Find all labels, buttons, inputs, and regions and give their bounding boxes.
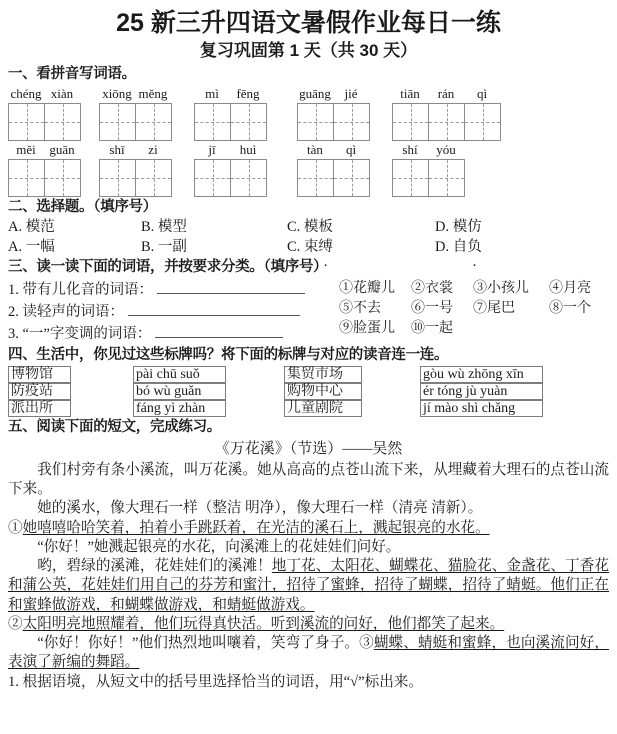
pinyin-syllable: fēng: [236, 85, 260, 101]
pinyin-label: [99, 143, 172, 158]
pinyin-label: [297, 143, 370, 158]
classify-prompt-label: 2. 读轻声的词语：: [8, 303, 124, 320]
classify-prompt-label: 1. 带有儿化音的词语：: [8, 281, 153, 298]
pinyin-word-group: [194, 87, 267, 141]
character-cell[interactable]: [298, 104, 334, 140]
answer-blank[interactable]: [128, 301, 300, 316]
match-cell[interactable]: 儿童剧院: [284, 400, 362, 417]
pinyin-word-group: [392, 143, 465, 197]
pinyin-syllable: tàn: [307, 141, 323, 157]
pinyin-label: [99, 87, 172, 102]
classify-prompts: [8, 279, 305, 345]
passage-paragraph: [8, 615, 609, 634]
character-cell[interactable]: [195, 160, 231, 196]
word-bank-item[interactable]: ②衣裳: [411, 280, 453, 296]
pinyin-syllable: mì: [205, 85, 219, 101]
option-C[interactable]: C. 模板: [287, 219, 333, 236]
character-cell[interactable]: [231, 104, 267, 140]
match-gap-3: [362, 366, 420, 417]
character-cell[interactable]: [9, 160, 45, 196]
pinyin-syllable: chéng: [10, 85, 42, 101]
character-cell[interactable]: [100, 104, 136, 140]
classify-exercise: [8, 279, 609, 345]
character-cell[interactable]: [334, 104, 370, 140]
option-row: [8, 238, 609, 257]
match-cell[interactable]: 博物馆: [8, 366, 71, 383]
word-bank-item[interactable]: ⑩一起: [411, 321, 453, 337]
passage-paragraph: [8, 519, 609, 538]
character-cell[interactable]: [136, 104, 172, 140]
pinyin-syllable: yóu: [436, 141, 456, 157]
pinyin-word-group: [194, 143, 267, 197]
page-subtitle: 复习巩固第 1 天（共 30 天）: [199, 41, 418, 61]
pinyin-syllable: jié: [344, 85, 358, 101]
character-write-box[interactable]: [194, 103, 267, 141]
match-column-signs-2: [284, 366, 362, 417]
page-title-red: 25 新: [116, 9, 176, 37]
character-cell[interactable]: [393, 160, 429, 196]
classify-prompt-row: [8, 301, 305, 323]
match-cell[interactable]: ér tóng jù yuàn: [420, 383, 543, 400]
character-cell[interactable]: [334, 160, 370, 196]
pinyin-syllable: rán: [437, 85, 455, 101]
option-D[interactable]: D. 模仿: [435, 219, 482, 236]
pinyin-syllable: guāng: [299, 85, 331, 101]
option-C[interactable]: C. 束缚: [287, 238, 435, 257]
character-cell[interactable]: [393, 104, 429, 140]
section3-heading: 三、读一读下面的词语，并按要求分类。（填序号）: [8, 259, 328, 276]
pinyin-label: [392, 143, 465, 158]
pinyin-word-group: [8, 87, 81, 141]
word-bank-item[interactable]: ⑦尾巴: [473, 301, 515, 317]
word-bank-item[interactable]: ⑨脸蛋儿: [339, 321, 395, 337]
match-cell[interactable]: 集贸市场: [284, 366, 362, 383]
dotted-character: 缚: [318, 238, 333, 255]
character-write-box[interactable]: [297, 159, 370, 197]
pinyin-label: [194, 87, 267, 102]
word-bank-item[interactable]: ⑧一个: [549, 301, 591, 317]
character-write-box[interactable]: [392, 103, 501, 141]
match-cell[interactable]: 防疫站: [8, 383, 71, 400]
pinyin-word-group: [8, 143, 81, 197]
page-title-black: 三升四语文暑假作业每日一练: [175, 9, 501, 37]
word-bank-row: [339, 299, 609, 319]
article-title: 《万花溪》（节选）——吴然: [214, 440, 403, 457]
character-cell[interactable]: [465, 104, 501, 140]
character-cell[interactable]: [298, 160, 334, 196]
pinyin-row: [8, 143, 609, 197]
pinyin-label: [297, 87, 370, 102]
classify-prompt-row: [8, 279, 305, 301]
page-title: [8, 8, 609, 39]
passage-paragraph: [8, 557, 609, 615]
pinyin-syllable: guān: [49, 141, 75, 157]
character-write-box[interactable]: [99, 159, 172, 197]
match-gap-1: [71, 366, 133, 417]
passage-paragraph: [8, 634, 609, 673]
character-write-box[interactable]: [194, 159, 267, 197]
character-cell[interactable]: [9, 104, 45, 140]
match-cell[interactable]: bó wù guǎn: [133, 383, 226, 400]
pinyin-label: [194, 143, 267, 158]
dotted-character: 负: [467, 238, 482, 255]
pinyin-syllable: xiàn: [50, 85, 74, 101]
pinyin-exercise: [8, 87, 609, 197]
character-write-box[interactable]: [99, 103, 172, 141]
option-row: [8, 218, 609, 237]
match-column-pinyin-1: [133, 366, 226, 417]
passage-paragraph: “你好！”她溅起银亮的水花，向溪滩上的花娃娃们问好。: [37, 538, 401, 555]
pinyin-word-group: [99, 143, 172, 197]
character-cell[interactable]: [45, 160, 81, 196]
character-cell[interactable]: [45, 104, 81, 140]
match-cell[interactable]: 派出所: [8, 400, 71, 417]
word-bank-item[interactable]: ④月亮: [549, 280, 591, 296]
classify-prompt-label: 3. “一”字变调的词语：: [8, 325, 152, 342]
pinyin-syllable: qì: [345, 141, 357, 157]
sentence-marker: ①: [8, 519, 23, 536]
matching-exercise: [8, 366, 609, 417]
match-column-pinyin-2: [420, 366, 543, 417]
passage-text: 哟，碧绿的溪滩，花娃娃们的溪滩！: [37, 558, 272, 575]
pinyin-syllable: xiōng: [102, 85, 132, 101]
section5-question-1: 1. 根据语境，从短文中的括号里选择恰当的词语，用“√”标出来。: [8, 673, 423, 690]
pinyin-word-group: [99, 87, 172, 141]
passage-paragraph: 我们村旁有条小溪流，叫万花溪。她从高高的点苍山流下来，从埋藏着大理石的点苍山流下来。: [8, 461, 609, 498]
character-cell[interactable]: [231, 160, 267, 196]
section5-heading: 五、阅读下面的短文，完成练习。: [8, 419, 221, 436]
pinyin-word-group: [297, 87, 370, 141]
section2-heading: 二、选择题。（填序号）: [8, 198, 157, 215]
underlined-sentence: 蝴蝶、蜻蜓和蜜蜂，也向溪流问好，表演了新编的舞蹈。: [8, 635, 609, 671]
character-write-box[interactable]: [297, 103, 370, 141]
match-cell[interactable]: 购物中心: [284, 383, 362, 400]
pinyin-syllable: zi: [148, 141, 158, 157]
passage-paragraph: 她的溪水，像大理石一样（整洁 明净），像大理石一样（清亮 清新）。: [37, 500, 483, 517]
word-bank-row: [339, 279, 609, 299]
pinyin-syllable: jī: [208, 141, 216, 157]
pinyin-syllable: qì: [476, 85, 488, 101]
match-column-signs-1: [8, 366, 71, 417]
character-cell[interactable]: [195, 104, 231, 140]
match-cell[interactable]: pài chū suǒ: [133, 366, 226, 383]
option-B[interactable]: B. 模型: [141, 219, 187, 236]
pinyin-syllable: shī: [109, 141, 125, 157]
character-cell[interactable]: [429, 160, 465, 196]
word-bank: [339, 279, 609, 340]
character-cell[interactable]: [100, 160, 136, 196]
pinyin-syllable: měng: [138, 85, 168, 101]
pinyin-label: [392, 87, 501, 102]
character-write-box[interactable]: [8, 103, 81, 141]
pinyin-syllable: shí: [402, 141, 418, 157]
classify-prompt-row: [8, 323, 305, 345]
option-B[interactable]: B. 一副: [141, 238, 287, 257]
match-cell[interactable]: fáng yì zhàn: [133, 400, 226, 417]
match-gap-2: [226, 366, 284, 417]
option-A[interactable]: A. 模范: [8, 219, 55, 236]
word-bank-item[interactable]: ⑥一号: [411, 301, 453, 317]
worksheet-page: [0, 8, 617, 734]
section1-heading: 一、看拼音写词语。: [8, 66, 136, 83]
pinyin-word-group: [392, 87, 501, 141]
character-write-box[interactable]: [392, 159, 465, 197]
passage-text: “你好！你好！”他们热烈地叫嚷着，笑弯了身子。: [37, 635, 360, 652]
pinyin-syllable: tiān: [400, 85, 420, 101]
multiple-choice-exercise: [8, 218, 609, 257]
pinyin-label: [8, 87, 81, 102]
character-cell[interactable]: [136, 160, 172, 196]
sentence-marker: ②: [8, 615, 23, 632]
word-bank-row: [339, 319, 609, 339]
dotted-character: 副: [172, 238, 187, 255]
word-bank-item[interactable]: ③小孩儿: [473, 280, 529, 296]
match-cell[interactable]: jí mào shì chǎng: [420, 400, 543, 417]
character-write-box[interactable]: [8, 159, 81, 197]
sentence-marker: ③: [359, 635, 374, 652]
option-D[interactable]: D. 自负: [435, 238, 535, 257]
underlined-sentence: 她嘻嘻哈哈笑着，拍着小手跳跃着，在光洁的溪石上，溅起银亮的水花。: [22, 519, 490, 536]
section4-heading: 四、生活中，你见过这些标牌吗？将下面的标牌与对应的读音连一连。: [8, 346, 449, 363]
answer-blank[interactable]: [155, 323, 283, 338]
option-A[interactable]: A. 一幅: [8, 238, 141, 257]
underlined-sentence: 地丁花、太阳花、蝴蝶花、猫脸花、金盏花、丁香花和蒲公英，花娃娃们用自己的芬芳和蜜汁，招待了蜜蜂，招待了蝴蝶，招待了蜻蜓。他们正在和蜜蜂做游戏，和蝴蝶做游戏，和蜻蜓做游戏。: [8, 558, 609, 613]
word-bank-item[interactable]: ⑤不去: [339, 301, 381, 317]
pinyin-word-group: [297, 143, 370, 197]
underlined-sentence: 太阳明亮地照耀着，他们玩得真快活。听到溪流的问好，他们都笑了起来。: [22, 615, 505, 632]
match-cell[interactable]: gòu wù zhōng xīn: [420, 366, 543, 383]
dotted-character: 幅: [40, 238, 55, 255]
answer-blank[interactable]: [157, 279, 305, 294]
pinyin-syllable: huì: [239, 141, 257, 157]
reading-passage: [8, 461, 609, 673]
pinyin-row: [8, 87, 609, 141]
pinyin-label: [8, 143, 81, 158]
pinyin-syllable: měi: [16, 141, 36, 157]
character-cell[interactable]: [429, 104, 465, 140]
word-bank-item[interactable]: ①花瓣儿: [339, 280, 395, 296]
